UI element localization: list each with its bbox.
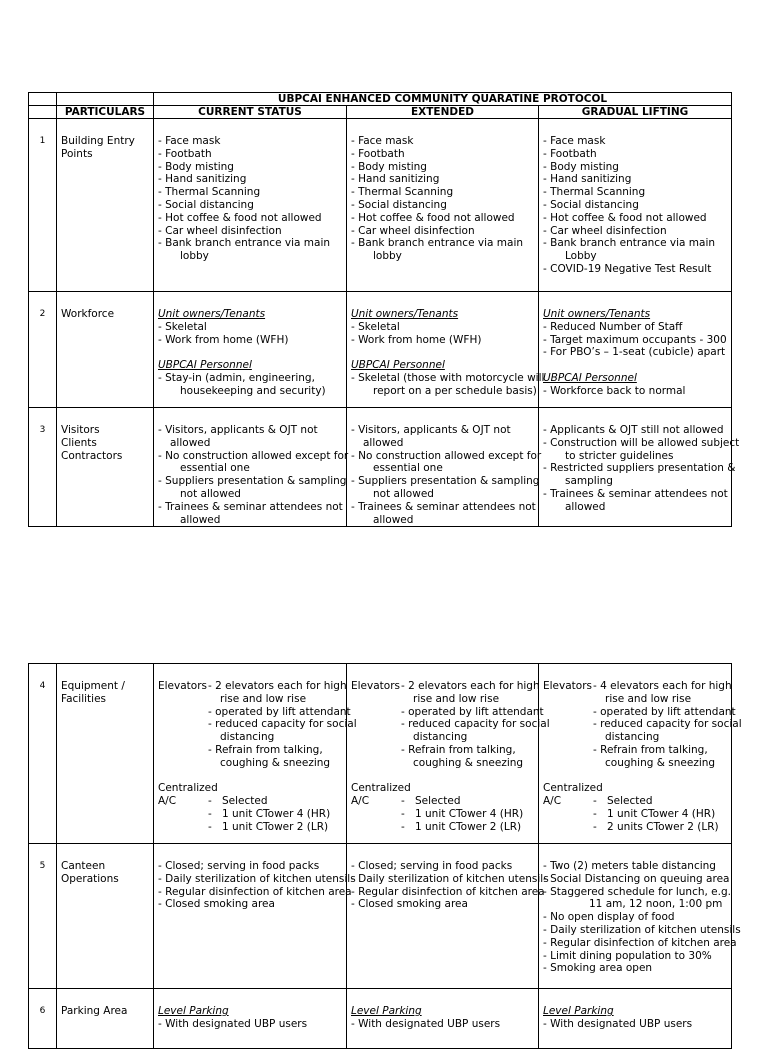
extended-cell: Unit owners/Tenants - Skeletal - Work from home (WFH) UBPCAI Personnel - Skeletal (those with motorcycle will report on a per schedule basis) — [347, 292, 539, 408]
protocol-table-2 — [28, 663, 742, 1049]
gradual-lifting-cell: Unit owners/Tenants - Reduced Number of Staff - Target maximum occupants - 300 - For PBO’s – 1-seat (cubicle) apart UBPCAI Personnel - Workforce back to normal — [539, 292, 732, 408]
elevators-label: Elevators — [543, 680, 592, 692]
header-gradual-lifting: GRADUAL LIFTING — [539, 106, 732, 119]
table-row — [29, 989, 732, 1049]
current-status-cell: Elevators - 2 elevators each for high rise and low rise - operated by lift attendant - reduced capacity for social distancing - Refrain from talking, coughing & sneezing Centralized A/C - Selected - 1 unit CTower 4 (HR) - 1 unit CTower 2 (LR) — [154, 664, 347, 844]
row-particular: Building Entry Points — [57, 119, 154, 292]
table-row — [29, 292, 732, 408]
gradual-lifting-cell: - Applicants & OJT still not allowed - Construction will be allowed subject to stricter guidelines - Restricted suppliers presentation & sampling - Trainees & seminar attendees not allowed — [539, 408, 732, 527]
table-title-row — [29, 93, 732, 106]
gradual-lifting-cell: - Face mask - Footbath - Body misting - Hand sanitizing - Thermal Scanning - Social distancing - Hot coffee & food not allowed - Car wheel disinfection - Bank branch entrance via main Lobby - COVID-19 Negative Test Result — [539, 119, 732, 292]
gradual-lifting-cell: Elevators - 4 elevators each for high rise and low rise - operated by lift attendant - reduced capacity for social distancing - Refrain from talking, coughing & sneezing Centralized A/C - Selected - 1 unit CTower 4 (HR) - 2 units CTower 2 (LR) — [539, 664, 732, 844]
header-extended: EXTENDED — [347, 106, 539, 119]
row-particular: Visitors Clients Contractors — [57, 408, 154, 527]
header-particulars: PARTICULARS — [57, 106, 154, 119]
extended-cell: - Visitors, applicants & OJT not allowed - No construction allowed except for essential one - Suppliers presentation & sampling not allowed - Trainees & seminar attendees not allowed — [347, 408, 539, 527]
table-header-row — [29, 106, 732, 119]
current-status-cell: Level Parking - With designated UBP users — [154, 989, 347, 1049]
row-number: 4 — [29, 664, 57, 844]
row-particular: Canteen Operations — [57, 844, 154, 989]
table-row — [29, 844, 732, 989]
row-particular: Workforce — [57, 292, 154, 408]
row-number: 1 — [29, 119, 57, 292]
centralized-label: Centralized — [158, 782, 218, 795]
centralized-label: Centralized — [351, 782, 411, 795]
table-title: UBPCAI ENHANCED COMMUNITY QUARATINE PROTOCOL — [154, 93, 732, 106]
row-number: 2 — [29, 292, 57, 408]
table-row — [29, 408, 732, 527]
elevators-label: Elevators — [158, 680, 207, 692]
header-current-status: CURRENT STATUS — [154, 106, 347, 119]
row-number: 5 — [29, 844, 57, 989]
protocol-table-1 — [28, 92, 740, 527]
elevators-label: Elevators — [351, 680, 400, 692]
centralized-label: Centralized — [543, 782, 603, 795]
table-row — [29, 664, 732, 844]
extended-cell: Level Parking - With designated UBP users — [347, 989, 539, 1049]
current-status-cell: - Face mask - Footbath - Body misting - Hand sanitizing - Thermal Scanning - Social distancing - Hot coffee & food not allowed - Car wheel disinfection - Bank branch entrance via main lobby — [154, 119, 347, 292]
extended-cell: - Closed; serving in food packs - Daily sterilization of kitchen utensils - Regular disinfection of kitchen area - Closed smoking area — [347, 844, 539, 989]
gradual-lifting-cell: Level Parking - With designated UBP users — [539, 989, 732, 1049]
row-particular: Equipment / Facilities — [57, 664, 154, 844]
current-status-cell: Unit owners/Tenants - Skeletal - Work from home (WFH) UBPCAI Personnel - Stay-in (admin, engineering, housekeeping and security) — [154, 292, 347, 408]
extended-cell: - Face mask - Footbath - Body misting - Hand sanitizing - Thermal Scanning - Social distancing - Hot coffee & food not allowed - Car wheel disinfection - Bank branch entrance via main lobby — [347, 119, 539, 292]
row-number: 6 — [29, 989, 57, 1049]
current-status-cell: - Closed; serving in food packs - Daily sterilization of kitchen utensils - Regular disinfection of kitchen area - Closed smoking area — [154, 844, 347, 989]
current-status-cell: - Visitors, applicants & OJT not allowed - No construction allowed except for essential one - Suppliers presentation & sampling not allowed - Trainees & seminar attendees not allowed — [154, 408, 347, 527]
extended-cell: Elevators - 2 elevators each for high rise and low rise - operated by lift attendant - reduced capacity for social distancing - Refrain from talking, coughing & sneezing Centralized A/C - Selected - 1 unit CTower 4 (HR) - 1 unit CTower 2 (LR) — [347, 664, 539, 844]
row-number: 3 — [29, 408, 57, 527]
gradual-lifting-cell: - Two (2) meters table distancing - Social Distancing on queuing area - Staggered schedule for lunch, e.g. 11 am, 12 noon, 1:00 pm - No open display of food - Daily sterilization of kitchen utensils - Regular disinfection of kitchen area - Limit dining population to 30% - Smoking area open — [539, 844, 732, 989]
table-row — [29, 119, 732, 292]
row-particular: Parking Area — [57, 989, 154, 1049]
